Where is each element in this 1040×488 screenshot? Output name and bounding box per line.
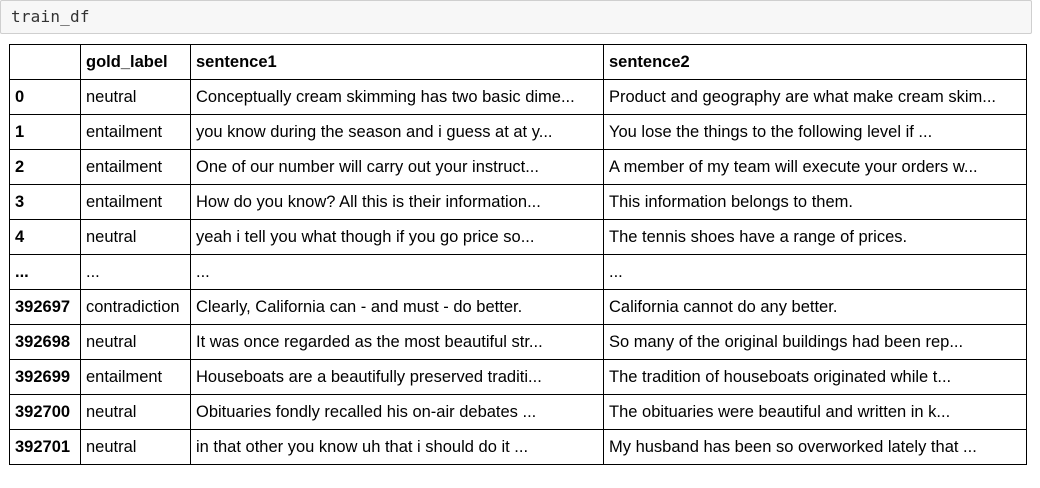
cell-sentence1: Conceptually cream skimming has two basic dime... bbox=[191, 80, 604, 115]
cell-sentence2: ... bbox=[604, 255, 1027, 290]
code-text: train_df bbox=[11, 7, 90, 26]
cell-gold-label: ... bbox=[81, 255, 191, 290]
cell-gold-label: neutral bbox=[81, 325, 191, 360]
row-index: 392699 bbox=[10, 360, 81, 395]
cell-sentence2: A member of my team will execute your orders w... bbox=[604, 150, 1027, 185]
cell-sentence2: This information belongs to them. bbox=[604, 185, 1027, 220]
cell-sentence2: Product and geography are what make cream skim... bbox=[604, 80, 1027, 115]
table-row bbox=[10, 360, 1027, 395]
table-row bbox=[10, 150, 1027, 185]
cell-gold-label: entailment bbox=[81, 360, 191, 395]
cell-sentence2: The tradition of houseboats originated while t... bbox=[604, 360, 1027, 395]
table-row-ellipsis bbox=[10, 255, 1027, 290]
cell-gold-label: contradiction bbox=[81, 290, 191, 325]
table-row bbox=[10, 430, 1027, 465]
cell-sentence2: California cannot do any better. bbox=[604, 290, 1027, 325]
cell-sentence1: Houseboats are a beautifully preserved traditi... bbox=[191, 360, 604, 395]
header-index bbox=[10, 45, 81, 80]
row-index: 0 bbox=[10, 80, 81, 115]
cell-gold-label: neutral bbox=[81, 395, 191, 430]
table-row bbox=[10, 325, 1027, 360]
header-sentence1: sentence1 bbox=[191, 45, 604, 80]
cell-gold-label: neutral bbox=[81, 220, 191, 255]
table-row bbox=[10, 185, 1027, 220]
row-index: 4 bbox=[10, 220, 81, 255]
cell-gold-label: neutral bbox=[81, 80, 191, 115]
cell-sentence2: My husband has been so overworked lately that ... bbox=[604, 430, 1027, 465]
row-index: 1 bbox=[10, 115, 81, 150]
row-index: 2 bbox=[10, 150, 81, 185]
table-row bbox=[10, 115, 1027, 150]
table-header-row bbox=[10, 45, 1027, 80]
cell-sentence2: So many of the original buildings had been rep... bbox=[604, 325, 1027, 360]
cell-sentence2: The tennis shoes have a range of prices. bbox=[604, 220, 1027, 255]
cell-sentence1: How do you know? All this is their information... bbox=[191, 185, 604, 220]
cell-sentence1: Clearly, California can - and must - do better. bbox=[191, 290, 604, 325]
cell-gold-label: neutral bbox=[81, 430, 191, 465]
cell-sentence1: One of our number will carry out your instruct... bbox=[191, 150, 604, 185]
row-index: 3 bbox=[10, 185, 81, 220]
cell-gold-label: entailment bbox=[81, 115, 191, 150]
cell-sentence2: You lose the things to the following level if ... bbox=[604, 115, 1027, 150]
row-index: 392697 bbox=[10, 290, 81, 325]
cell-sentence1: you know during the season and i guess at at y... bbox=[191, 115, 604, 150]
row-index: 392700 bbox=[10, 395, 81, 430]
cell-gold-label: entailment bbox=[81, 185, 191, 220]
cell-sentence1: yeah i tell you what though if you go price so... bbox=[191, 220, 604, 255]
table-row bbox=[10, 395, 1027, 430]
header-gold-label: gold_label bbox=[81, 45, 191, 80]
row-index: 392701 bbox=[10, 430, 81, 465]
cell-sentence2: The obituaries were beautiful and written in k... bbox=[604, 395, 1027, 430]
cell-gold-label: entailment bbox=[81, 150, 191, 185]
cell-sentence1: Obituaries fondly recalled his on-air debates ... bbox=[191, 395, 604, 430]
table-row bbox=[10, 290, 1027, 325]
cell-sentence1: ... bbox=[191, 255, 604, 290]
table-row bbox=[10, 80, 1027, 115]
cell-sentence1: in that other you know uh that i should do it ... bbox=[191, 430, 604, 465]
row-index: 392698 bbox=[10, 325, 81, 360]
dataframe-table bbox=[9, 44, 1027, 465]
table-row bbox=[10, 220, 1027, 255]
code-cell-input[interactable] bbox=[0, 0, 1032, 34]
header-sentence2: sentence2 bbox=[604, 45, 1027, 80]
cell-sentence1: It was once regarded as the most beautiful str... bbox=[191, 325, 604, 360]
row-index: ... bbox=[10, 255, 81, 290]
